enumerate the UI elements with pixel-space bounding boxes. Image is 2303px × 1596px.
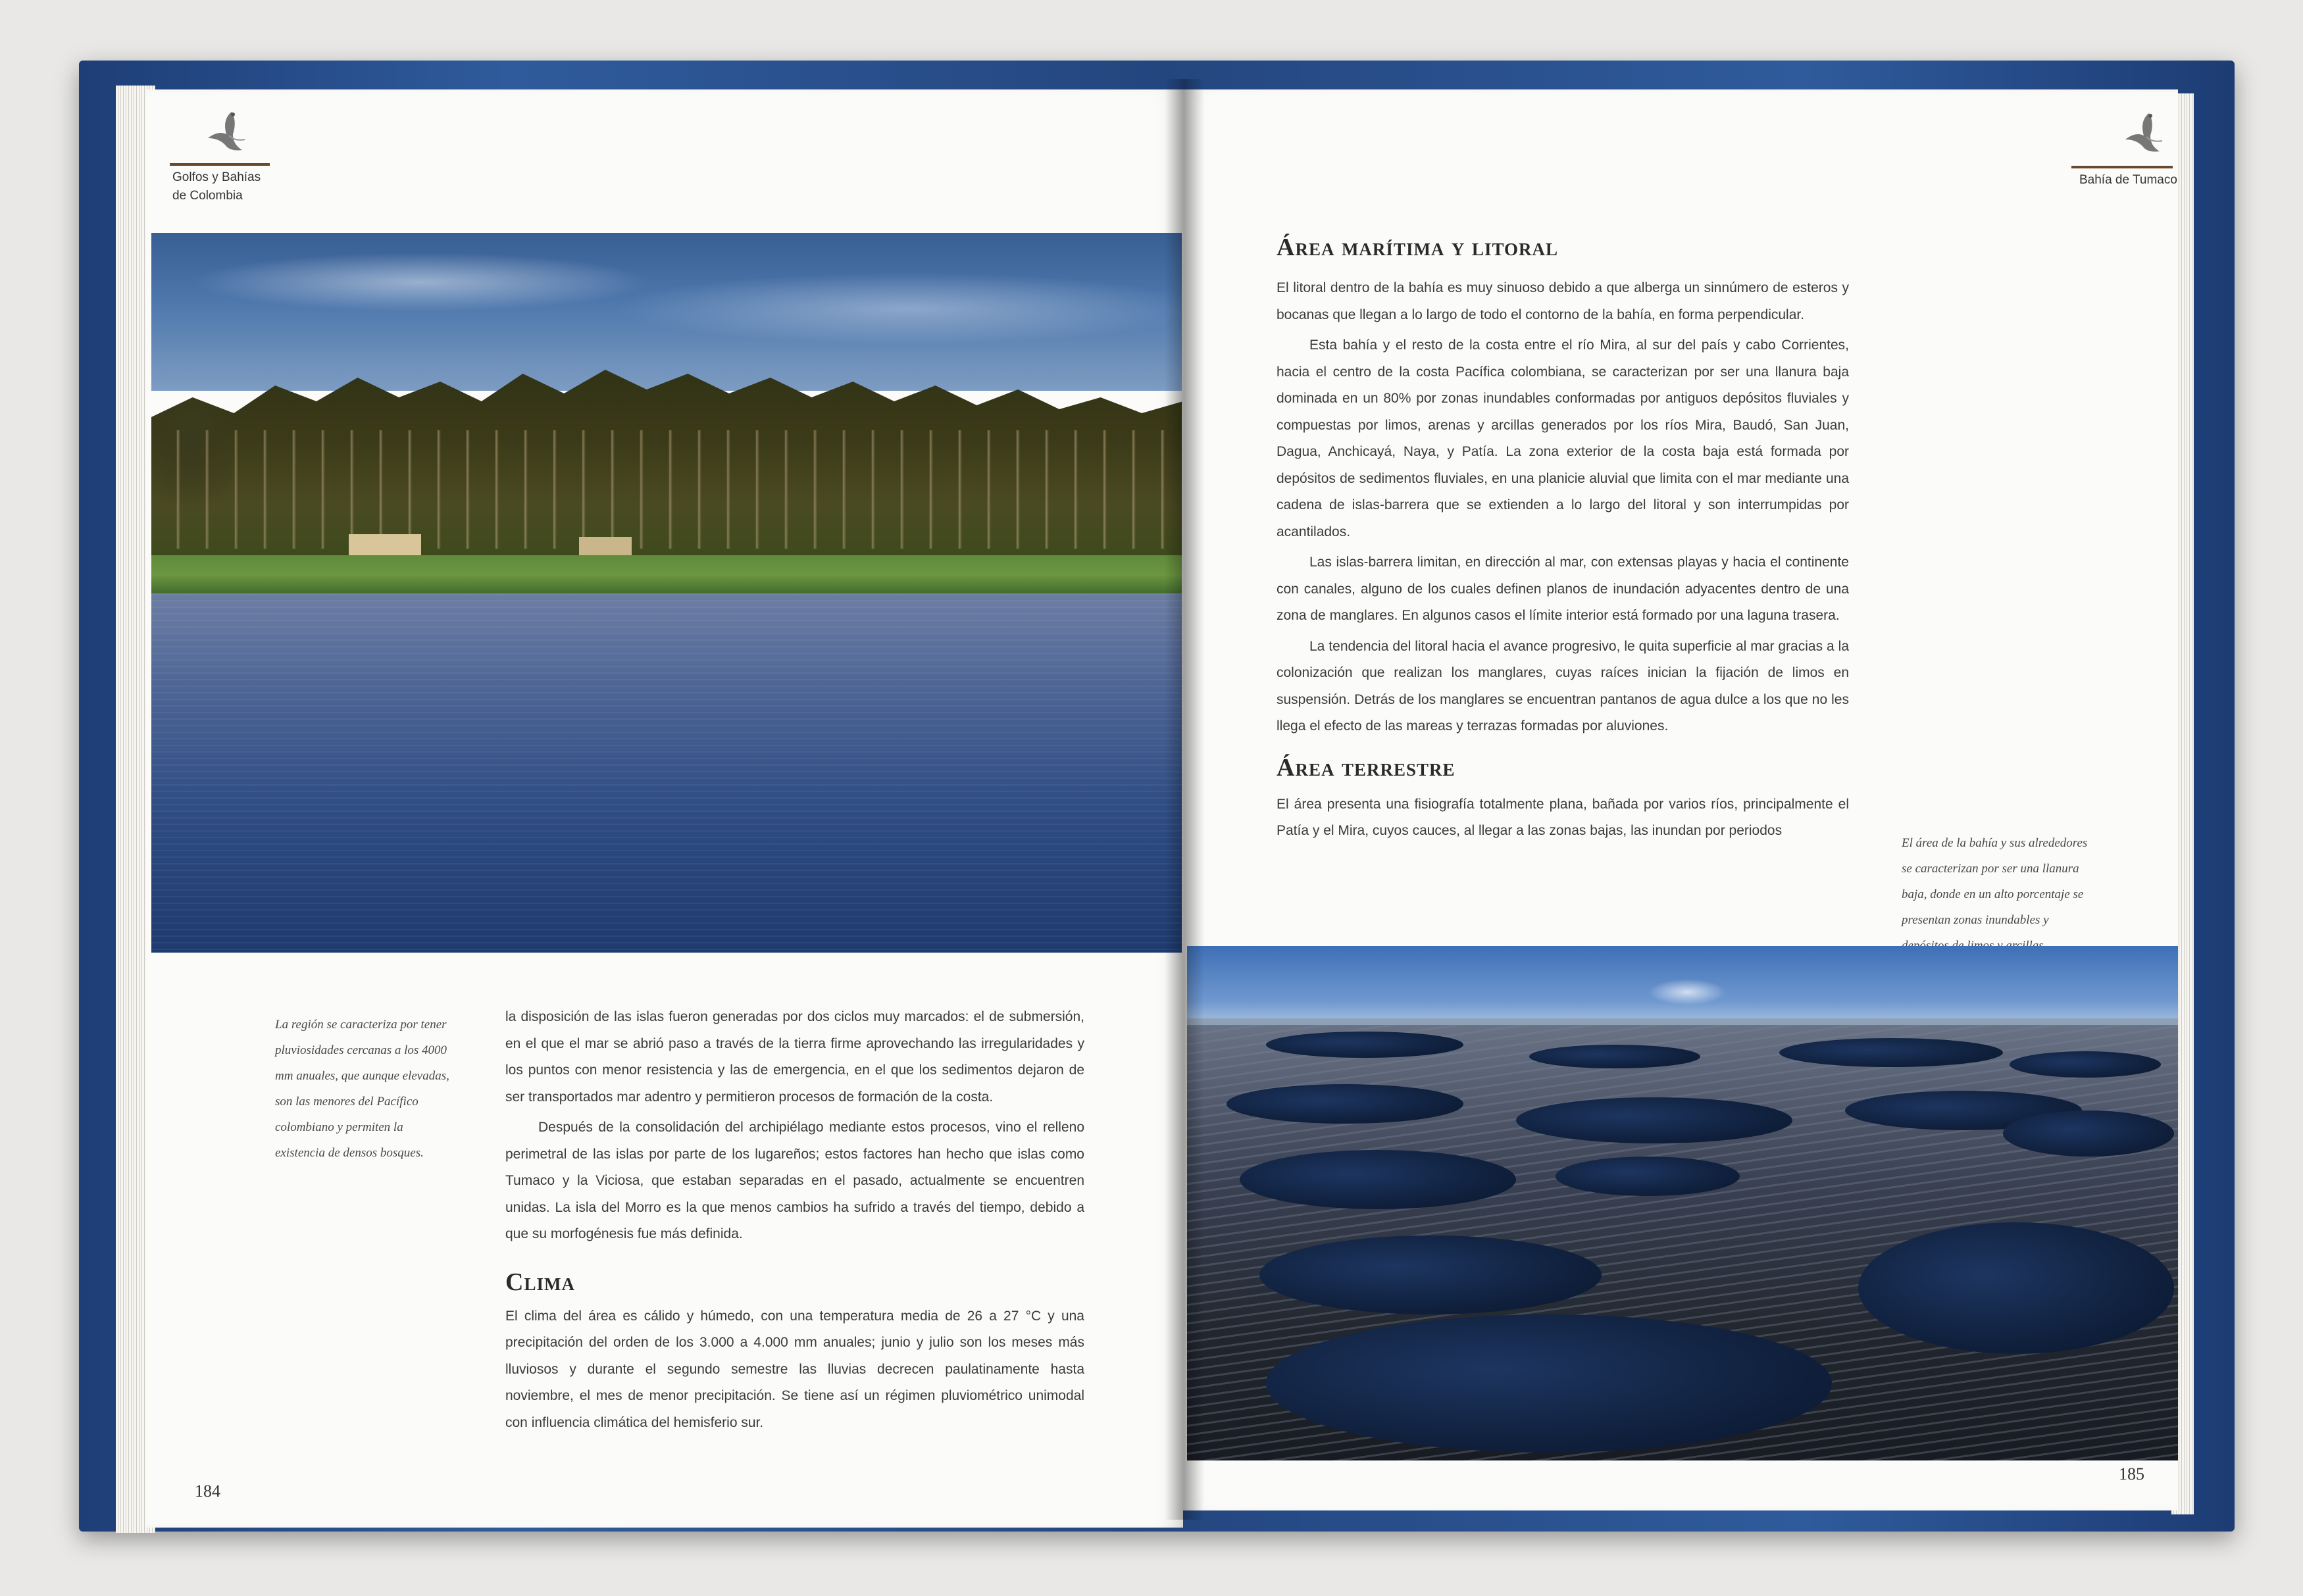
- section-heading-maritima: Área marítima y litoral: [1277, 234, 1558, 261]
- photo-caption-right: El área de la bahía y sus alrededores se caracterizan por ser una llanura baja, donde en un alto porcentaje se presentan zonas inundables y: [1902, 836, 2088, 927]
- paragraph: El litoral dentro de la bahía es muy sinuoso debido a que alberga un sinnúmero de esteros y bocanas que llegan a lo largo de todo el contorno de la bahía, en forma perpendicular.: [1277, 280, 1849, 322]
- header-rule: [2071, 166, 2173, 168]
- left-body: [505, 1004, 1084, 1436]
- photo-hut: [579, 537, 632, 557]
- section-heading-clima: Clima: [505, 1268, 575, 1296]
- photo-shoreline: [151, 555, 1183, 595]
- running-header-line1: Golfos y Bahías: [172, 170, 261, 184]
- paragraph: La tendencia del litoral hacia el avance progresivo, le quita superficie al mar gracias a la colonización que realizan los manglares, cuyas raíces inician la fijación de limos en suspensión. Detrás de los manglares se encuentran pantanos de agua dulce a los que no les llega el efecto de las mareas y terrazas formadas por aluviones.: [1277, 638, 1849, 734]
- cloud: [191, 253, 651, 312]
- photo-trunks: [151, 430, 1183, 549]
- tide-pool: [1240, 1150, 1516, 1209]
- tide-pool: [1556, 1157, 1740, 1196]
- tide-pool: [1858, 1222, 2174, 1354]
- tide-pool: [2003, 1110, 2174, 1157]
- tide-pool: [1516, 1097, 1792, 1143]
- tide-pool: [1266, 1032, 1463, 1058]
- tide-pool: [1227, 1084, 1463, 1124]
- running-header-line2: de Colombia: [172, 189, 243, 203]
- photo-water: [151, 593, 1183, 953]
- paragraph: El área presenta una fisiografía totalmente plana, bañada por varios ríos, principalmente el Patía y el Mira, cuyos cauces, al llegar a las zonas bajas, las inundan por periodos: [1277, 796, 1849, 838]
- tidal-flat-photo: [1187, 946, 2178, 1460]
- tide-pool: [2010, 1051, 2161, 1078]
- tide-pool: [1529, 1045, 1700, 1068]
- running-header-title: Bahía de Tumaco: [2079, 173, 2177, 187]
- section-heading-terrestre: Área terrestre: [1277, 753, 1455, 782]
- paragraph: El clima del área es cálido y húmedo, con una temperatura media de 26 a 27 °C y una precipitación del orden de los 3.000 a 4.000 mm anuales; junio y julio son los meses más lluviosos y durante el segundo semestre las lluvias decrecen paulatinamente hasta noviembre, el mes de menor precipitación. Se tiene así un régimen pluviométrico unimodal con influencia climática del hemisferio sur.: [505, 1308, 1084, 1430]
- paragraph: Esta bahía y el resto de la costa entre el río Mira, al sur del país y cabo Corrientes, hacia el centro de la costa Pacífica colombiana, se caracterizan por ser una llanura baja dominada en un 80% por zonas inundables conformadas por antiguos depósitos fluviales y compuestas por limos, arenas y arcillas generados por los ríos Mira, Baudó, San Juan, Dagua, Anchicayá, Naya, y Patía. La zona exterior de la costa baja está formada por depósitos de sedimentos fluviales, en una planicie aluvial que limita con el mar mediante una cadena de islas-barrera que se extienden a lo largo del litoral y son interrumpidas por acantilados.: [1277, 337, 1849, 539]
- book-gutter: [1165, 79, 1204, 1520]
- header-rule: [170, 163, 270, 166]
- cloud: [612, 272, 1183, 345]
- running-header: [172, 168, 261, 205]
- seabird-emblem-icon: [186, 105, 265, 164]
- forest-lagoon-photo: [151, 233, 1183, 953]
- cloud: [1648, 979, 1727, 1005]
- photo-caption-left: La región se caracteriza por tener pluviosidades cercanas a los 4000 mm anuales, que aunque elevadas, son las menores del Pacífico colombiano y permiten la existencia de densos bosques.: [275, 1018, 449, 1160]
- right-page: [1182, 89, 2178, 1510]
- left-page: [146, 89, 1183, 1528]
- seabird-emblem-icon: [2103, 107, 2178, 166]
- right-body: [1277, 233, 1849, 845]
- paragraph: la disposición de las islas fueron generadas por dos ciclos muy marcados: el de submersión, en el que el mar se abrió paso a través de la tierra firme aprovechando las irregularidades y los puntos con menor resistencia y las de emergencia, en el que los sedimentos dejaron de ser transportados mar adentro y permitieron procesos de formación de la costa.: [505, 1009, 1084, 1105]
- tide-pool: [1779, 1038, 2003, 1067]
- paragraph: Después de la consolidación del archipiélago mediante estos procesos, vino el relleno perimetral de las islas por parte de los lugareños; estos factores han hecho que islas como Tumaco y la Viciosa, que estaban separadas en el pasado, actualmente se encuentren unidas. La isla del Morro es la que menos cambios ha sufrido a través del tiempo, debido a que su morfogénesis fue más definida.: [505, 1120, 1084, 1241]
- tide-pool: [1266, 1314, 1832, 1453]
- tide-pool: [1259, 1235, 1602, 1314]
- page-number-right: 185: [2119, 1464, 2144, 1484]
- photo-hut: [349, 534, 421, 557]
- page-number-left: 184: [195, 1482, 220, 1501]
- paragraph: Las islas-barrera limitan, en dirección al mar, con extensas playas y hacia el continente con canales, alguno de los cuales definen planos de inundación adyacentes dentro de una zona de manglares. En algunos casos el límite interior está formado por una laguna trasera.: [1277, 555, 1849, 623]
